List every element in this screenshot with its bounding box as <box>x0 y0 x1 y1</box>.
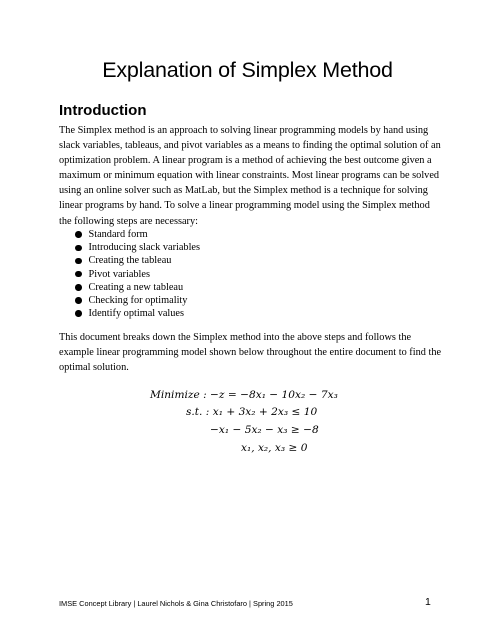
document-title: Explanation of Simplex Method <box>102 58 393 82</box>
bullet-icon <box>75 245 82 252</box>
step-label: Checking for optimality <box>88 294 188 306</box>
step-label: Identify optimal values <box>88 308 185 320</box>
bullet-icon <box>75 258 82 265</box>
list-item <box>75 228 200 241</box>
step-label: Standard form <box>88 229 148 240</box>
step-label: Introducing slack variables <box>88 242 201 254</box>
step-label: Creating a new tableau <box>88 281 184 293</box>
page-number: 1 <box>425 596 431 608</box>
page-footer: IMSE Concept Library | Laurel Nichols & Gina Christofaro | Spring 2015 <box>59 599 293 608</box>
bullet-icon <box>75 271 82 278</box>
bullet-icon <box>75 284 82 291</box>
steps-list <box>75 228 200 320</box>
step-label: Pivot variables <box>88 268 150 280</box>
nonnegativity-constraint: x₁, x₂, x₃ ≥ 0 <box>241 442 308 454</box>
list-item <box>75 254 200 267</box>
intro-paragraph: The Simplex method is an approach to solving linear programming models by hand using slack variables, tableaus, and pivot variables as a means to finding the optimal solution of an optimization problem. A linear program is a method of achieving the best outcome given a maximum or minimum equation with linear constraints. Most linear programs can be solved using an online solver such as MatLab, but the Simplex method is a technique for solving linear programs by hand. To solve a linear programming model using the Simplex method the following steps are necessary: <box>59 125 441 227</box>
list-item <box>75 281 200 294</box>
list-item <box>75 307 200 320</box>
step-label: Creating the tableau <box>88 255 172 267</box>
list-item <box>75 268 200 281</box>
list-item <box>75 294 200 307</box>
objective-equation: Minimize : −z = −8x₁ − 10x₂ − 7x₃ <box>150 389 338 401</box>
bullet-icon <box>75 310 82 317</box>
list-item <box>75 241 200 254</box>
bullet-icon <box>75 231 82 238</box>
closing-paragraph: This document breaks down the Simplex method into the above steps and follows the example linear programming model shown below throughout the entire document to find the optimal solution. <box>59 332 442 374</box>
bullet-icon <box>75 297 82 304</box>
constraint-equation-2: −x₁ − 5x₂ − x₃ ≥ −8 <box>210 424 319 436</box>
section-heading-introduction: Introduction <box>59 102 147 119</box>
constraint-equation-1: s.t. : x₁ + 3x₂ + 2x₃ ≤ 10 <box>186 406 318 418</box>
